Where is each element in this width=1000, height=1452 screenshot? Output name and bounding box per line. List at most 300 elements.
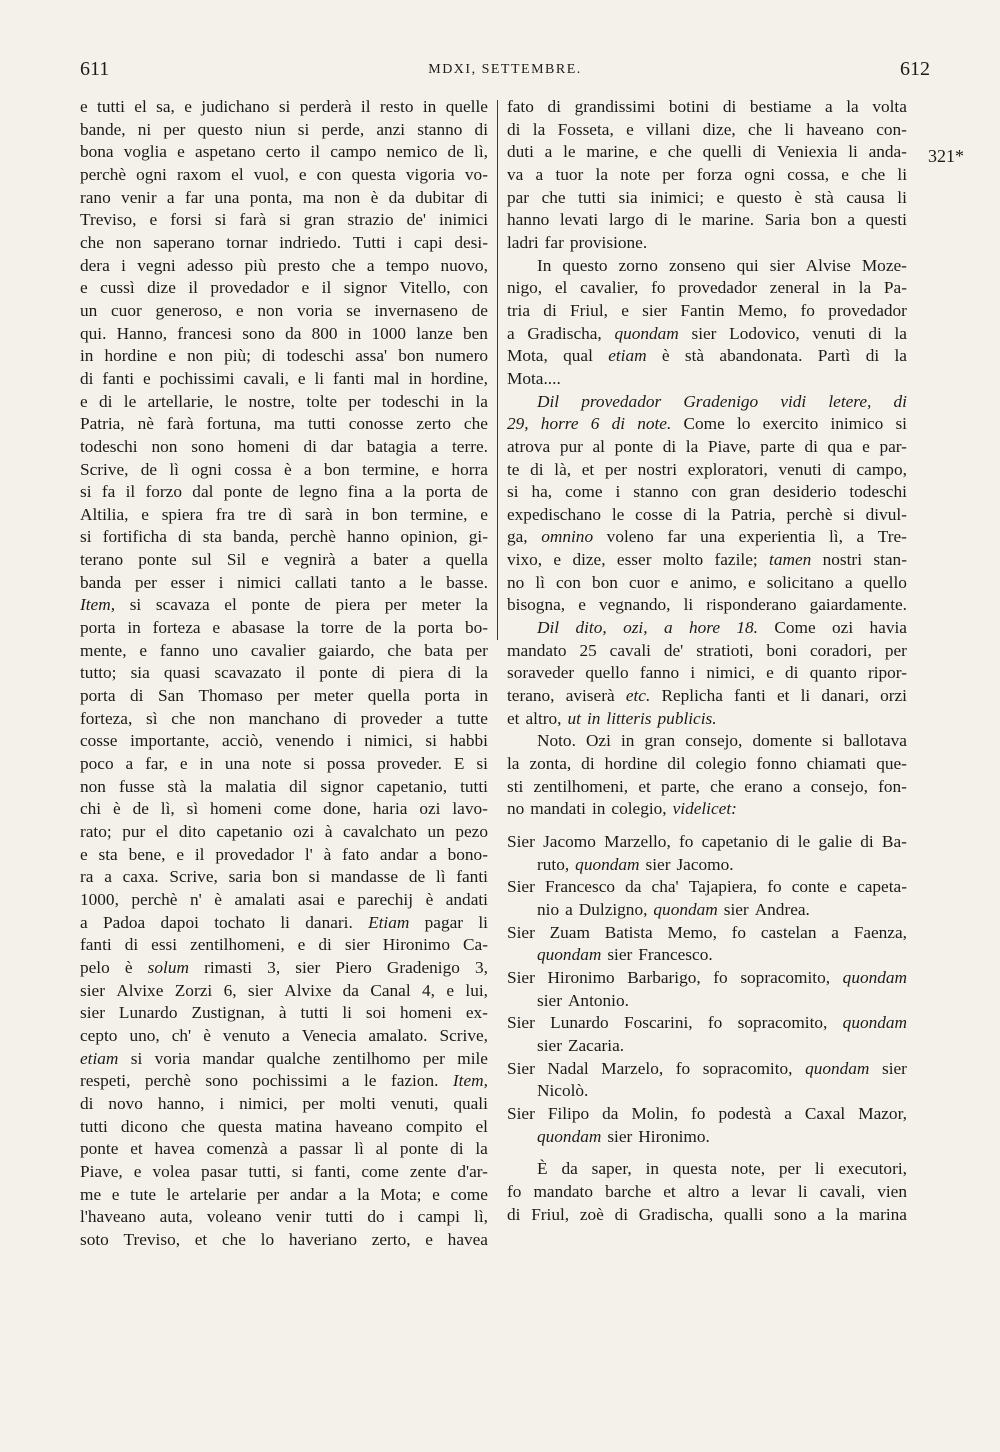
word: de: [365, 618, 382, 638]
word: anda-: [868, 142, 907, 162]
word: Memo,: [737, 300, 788, 320]
word: signor: [343, 278, 387, 298]
word: la: [475, 391, 488, 411]
word: ponte: [80, 1139, 119, 1159]
word: lanze: [416, 323, 453, 343]
word: hanno,: [157, 1093, 205, 1113]
word: que-: [876, 754, 907, 774]
word: a: [398, 572, 407, 592]
word: le: [364, 1071, 377, 1091]
word: Nadal: [547, 1058, 589, 1078]
text-line: [80, 753, 488, 776]
word: banda,: [233, 527, 279, 547]
word: quondam: [842, 1013, 907, 1033]
word: Treviso,: [123, 1229, 181, 1249]
word: Dil: [537, 391, 560, 411]
word: stanno: [417, 119, 463, 139]
word: 29,: [507, 414, 529, 434]
word: il: [295, 663, 306, 683]
word: comenzà: [206, 1139, 268, 1159]
paragraph-gap: [507, 1148, 907, 1158]
word: come: [273, 799, 312, 819]
word: tutti: [97, 97, 125, 116]
word: e: [184, 97, 192, 116]
text-line: [507, 526, 907, 549]
word: et: [194, 1229, 208, 1249]
word: quella: [367, 686, 410, 706]
word: di: [547, 97, 561, 116]
word: Nicolò.: [537, 1081, 589, 1101]
word: legno: [299, 482, 338, 502]
text-line: [507, 730, 907, 753]
word: de': [406, 210, 427, 230]
text-line: [507, 967, 907, 990]
word: capetanio: [216, 822, 283, 841]
text-line: [507, 594, 907, 617]
word: Venecia: [301, 1025, 357, 1045]
word: 800: [311, 323, 338, 343]
word: homeni: [237, 436, 290, 456]
word: fanti: [456, 867, 488, 887]
word: fo: [731, 922, 747, 942]
text-line: [80, 549, 488, 572]
word: là,: [554, 459, 572, 479]
word: et: [663, 1181, 676, 1201]
word: di: [752, 142, 767, 162]
word: porta: [417, 618, 454, 638]
word: havea: [447, 1229, 488, 1249]
word: si: [822, 731, 834, 751]
word: sta: [202, 527, 222, 547]
word: di: [865, 346, 880, 366]
word: di: [611, 414, 626, 434]
word: e: [141, 504, 149, 524]
word: e: [177, 142, 185, 162]
word: orzi: [880, 686, 907, 706]
text-line: [80, 504, 488, 527]
word: lui,: [465, 980, 488, 1000]
word: boni: [766, 640, 798, 660]
word: saper,: [591, 1159, 632, 1179]
word: di: [130, 686, 144, 706]
word: termine,: [362, 459, 420, 479]
text-line: [80, 957, 488, 980]
word: vixo,: [507, 550, 543, 570]
word: sopracomito,: [702, 1058, 793, 1078]
word: È: [537, 1159, 548, 1179]
text-line: [80, 232, 488, 255]
word: e: [298, 164, 307, 184]
word: la: [507, 754, 520, 774]
word: fanno: [639, 663, 680, 683]
word: ch': [171, 1025, 192, 1045]
word: di: [832, 459, 846, 479]
word: la: [296, 618, 309, 638]
word: ga,: [507, 527, 528, 547]
word: e: [111, 1184, 120, 1204]
word: di: [333, 708, 347, 728]
text-line: [507, 436, 907, 459]
text-line: [80, 300, 488, 323]
word: far,: [145, 754, 168, 774]
word: de: [304, 595, 321, 615]
word: homeni: [210, 799, 262, 819]
word: questa: [672, 1159, 718, 1179]
word: Scrive,: [80, 459, 129, 479]
word: e: [748, 572, 756, 592]
word: è: [124, 957, 133, 977]
word: e: [297, 935, 306, 955]
word: Alvixe: [284, 980, 332, 1000]
word: Friul,: [570, 300, 608, 320]
word: di: [447, 663, 462, 683]
word: nè: [137, 414, 154, 434]
word: mandasse: [330, 867, 399, 887]
word: Replicha: [661, 686, 723, 706]
word: importante,: [130, 731, 210, 751]
text-line: [507, 685, 907, 708]
word: lì,: [474, 1207, 488, 1227]
word: mandato: [533, 1181, 593, 1201]
word: ma: [273, 414, 295, 434]
word: soto: [80, 1229, 109, 1249]
word: si: [278, 97, 291, 116]
word: quella: [445, 550, 488, 570]
word: ballotava: [843, 731, 907, 751]
word: da: [388, 187, 405, 207]
word: le: [611, 504, 625, 524]
text-line: [507, 662, 907, 685]
word: i: [615, 482, 621, 502]
word: bande,: [80, 119, 126, 139]
word: una: [700, 527, 726, 547]
word: hanno: [347, 527, 390, 547]
text-line: [507, 141, 907, 164]
text-line: [507, 798, 907, 821]
word: di: [776, 832, 790, 851]
word: da: [602, 1103, 619, 1123]
word: la: [894, 323, 907, 343]
word: tutti: [460, 776, 488, 796]
word: per: [778, 1159, 801, 1179]
word: danari,: [821, 686, 869, 706]
text-line: [507, 209, 907, 232]
word: tuor: [555, 164, 584, 184]
text-line: [80, 368, 488, 391]
word: niun: [254, 119, 286, 139]
word: ex-: [465, 1003, 488, 1023]
word: a: [792, 776, 801, 796]
text-line: [80, 1093, 488, 1116]
word: dito,: [575, 618, 607, 638]
word: esser: [170, 572, 206, 592]
word: proveder: [360, 708, 423, 728]
word: fanno: [159, 640, 200, 660]
word: la: [835, 1204, 849, 1224]
word: fazile;: [714, 550, 758, 570]
word: qui.: [80, 323, 107, 343]
word: qual: [563, 346, 593, 366]
word: et: [638, 776, 651, 796]
word: voleano: [206, 1207, 262, 1227]
word: Tre-: [877, 527, 907, 547]
word: le: [797, 832, 811, 851]
word: ruto,: [537, 854, 570, 874]
word: grandissimi: [574, 97, 656, 116]
word: lì,: [474, 142, 488, 162]
word: sier: [80, 980, 105, 1000]
word: i: [346, 731, 352, 751]
word: capi: [413, 232, 443, 252]
word: Hironimo: [547, 967, 615, 987]
word: e: [841, 164, 849, 184]
word: a: [544, 142, 553, 162]
word: bon: [398, 346, 425, 366]
word: sier: [537, 990, 562, 1010]
word: più;: [224, 346, 251, 366]
word: certo: [265, 142, 301, 162]
text-line: [507, 300, 907, 323]
word: stratioti,: [696, 640, 754, 660]
text-line: [507, 119, 907, 142]
word: todeschi: [381, 391, 440, 411]
word: publicis.: [657, 708, 717, 728]
word: l'haveano: [80, 1207, 146, 1227]
text-line: [80, 391, 488, 414]
word: cosse: [635, 504, 673, 524]
word: pasar: [200, 1161, 238, 1181]
word: poco: [80, 754, 114, 774]
word: terano,: [507, 686, 555, 706]
word: di: [868, 323, 882, 343]
word: la: [532, 119, 546, 139]
word: la: [858, 278, 872, 298]
word: exploratori,: [687, 459, 768, 479]
word: e: [578, 595, 586, 615]
word: di: [530, 459, 544, 479]
word: todeschi: [849, 482, 907, 502]
text-line: [507, 1181, 907, 1204]
word: fo: [507, 1181, 522, 1201]
text-line: [507, 1080, 907, 1103]
text-line: [507, 187, 907, 210]
word: zentilhomeni,: [533, 776, 629, 796]
word: in: [586, 708, 601, 728]
word: fra: [215, 504, 235, 524]
text-line: [80, 436, 488, 459]
word: aspetano: [195, 142, 256, 162]
word: hore: [688, 618, 720, 638]
word: Sier: [507, 967, 535, 987]
word: esser: [616, 550, 652, 570]
text-line: [80, 1025, 488, 1048]
word: essi: [151, 935, 178, 955]
text-line: [80, 413, 488, 436]
text-line: [507, 323, 907, 346]
word: havia: [869, 618, 907, 638]
word: bo-: [464, 618, 488, 638]
word: e: [649, 142, 658, 162]
word: tutto;: [80, 663, 117, 683]
word: done,: [323, 799, 362, 819]
word: cuor: [628, 572, 660, 592]
word: è: [214, 889, 222, 909]
word: venuti,: [390, 1093, 439, 1113]
word: Veniexia: [776, 142, 838, 162]
word: e: [621, 300, 629, 320]
word: porta: [425, 482, 462, 502]
word: in: [199, 754, 213, 774]
text-line: [80, 1002, 488, 1025]
word: porta: [80, 686, 116, 706]
word: erano: [744, 776, 783, 796]
text-line: [80, 526, 488, 549]
word: zerto: [416, 414, 451, 434]
word: sono: [205, 1071, 239, 1091]
word: Alvixe: [116, 980, 164, 1000]
word: e: [80, 278, 88, 298]
word: per: [134, 572, 157, 592]
word: marine,: [586, 142, 639, 162]
word: la: [402, 482, 416, 502]
text-line: [80, 209, 488, 232]
word: a: [384, 482, 393, 502]
word: venendo: [275, 731, 335, 751]
word: sier: [881, 1058, 907, 1078]
word: Zorzi: [174, 980, 213, 1000]
word: etiam: [80, 1048, 119, 1068]
word: resto: [379, 97, 414, 116]
word: e: [626, 119, 634, 139]
word: fanti,: [314, 1161, 351, 1181]
word: tutti: [325, 1207, 354, 1227]
paragraph-gap: [507, 821, 907, 831]
word: el: [475, 1116, 488, 1136]
word: sopracomito,: [740, 967, 831, 987]
word: marina: [858, 1204, 907, 1224]
word: note: [620, 164, 651, 184]
word: Piave,: [80, 1161, 123, 1181]
word: con: [316, 164, 342, 184]
text-line: [80, 323, 488, 346]
word: bater: [373, 550, 408, 570]
word: che: [221, 1229, 246, 1249]
word: campo,: [856, 459, 907, 479]
word: vegnando,: [598, 595, 671, 615]
word: si: [308, 867, 321, 887]
word: è: [794, 187, 803, 207]
word: che: [180, 1116, 205, 1136]
word: hordine: [604, 754, 658, 774]
word: sì: [146, 708, 158, 728]
word: dal: [192, 482, 214, 502]
word: sono: [191, 436, 224, 456]
word: in: [450, 391, 465, 411]
word: nimici,: [364, 731, 413, 751]
word: zentilhomeni,: [190, 935, 285, 955]
text-line: [80, 844, 488, 867]
word: e: [235, 300, 244, 320]
word: forsi: [170, 210, 202, 230]
word: San: [158, 686, 184, 706]
word: cavali: [609, 640, 651, 660]
word: li: [784, 119, 794, 139]
word: far: [667, 527, 687, 547]
word: dil: [667, 754, 686, 774]
page-number-left: 611: [80, 58, 110, 80]
text-line: [507, 831, 907, 854]
text-line: [507, 1126, 907, 1149]
word: di: [474, 187, 488, 207]
word: rimasti: [204, 957, 253, 977]
word: pezo: [455, 822, 488, 841]
word: no: [507, 799, 525, 819]
word: dil: [289, 776, 308, 796]
word: Fosseta,: [557, 119, 614, 139]
word: levati: [559, 210, 599, 230]
word: Etiam: [368, 912, 410, 932]
word: Noto.: [537, 731, 576, 751]
word: 3,: [474, 957, 488, 977]
word: piera: [335, 595, 371, 615]
word: Fantin: [680, 300, 725, 320]
word: ma: [302, 187, 324, 207]
word: in: [408, 368, 422, 388]
word: fanti: [102, 368, 135, 388]
word: a: [507, 323, 515, 343]
word: colegio: [695, 754, 747, 774]
word: invernaseno: [374, 300, 458, 320]
word: 6,: [223, 980, 237, 1000]
word: tempo: [385, 255, 430, 275]
word: quondam: [537, 1126, 602, 1146]
word: si: [895, 414, 907, 434]
word: non: [209, 708, 235, 728]
word: n': [189, 889, 202, 909]
word: questa: [217, 1116, 263, 1136]
word: pur: [122, 822, 146, 841]
word: il: [125, 482, 136, 502]
word: di: [804, 436, 818, 456]
word: va: [507, 164, 524, 184]
text-line: [507, 391, 907, 414]
word: el: [224, 595, 237, 615]
word: al: [375, 1139, 389, 1159]
word: andati: [445, 889, 488, 909]
word: zonta,: [529, 754, 572, 774]
text-line: [80, 617, 488, 640]
word: Canal: [370, 980, 411, 1000]
text-line: [80, 277, 488, 300]
word: per: [604, 459, 627, 479]
word: si: [80, 482, 92, 502]
word: castelan: [760, 922, 817, 942]
word: Sier: [507, 1103, 535, 1123]
text-line: [507, 255, 907, 278]
word: bata: [424, 640, 454, 660]
word: da: [285, 323, 302, 343]
word: Patria,: [730, 504, 776, 524]
word: conte: [791, 877, 830, 897]
word: porta: [424, 686, 460, 706]
word: fa: [101, 482, 116, 502]
word: sia: [618, 187, 638, 207]
word: aviserà: [565, 686, 615, 706]
word: non: [257, 300, 284, 320]
word: Memo,: [667, 922, 717, 942]
word: non: [187, 346, 214, 366]
word: stà: [167, 776, 187, 796]
